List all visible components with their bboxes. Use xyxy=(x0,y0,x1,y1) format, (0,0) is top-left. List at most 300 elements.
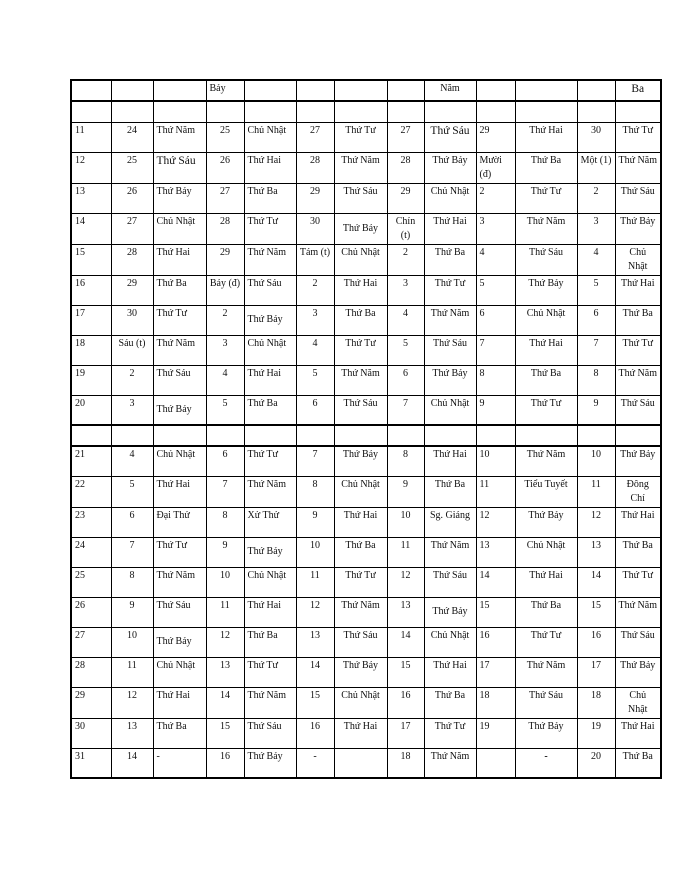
header-cell xyxy=(515,80,577,101)
calendar-cell: 9 xyxy=(111,597,153,627)
date-cell: 30 xyxy=(71,718,111,748)
header-cell: Bảy xyxy=(206,80,244,101)
calendar-cell: Thứ Hai xyxy=(244,597,296,627)
calendar-cell: Sg. Giáng xyxy=(424,507,476,537)
calendar-cell: Đông Chí xyxy=(615,476,661,507)
calendar-cell: 28 xyxy=(206,213,244,244)
calendar-cell: 28 xyxy=(296,152,334,183)
calendar-row xyxy=(71,687,661,718)
header-cell xyxy=(476,80,515,101)
header-cell xyxy=(244,80,296,101)
empty-cell xyxy=(296,101,334,122)
calendar-cell: Thứ Sáu xyxy=(424,122,476,152)
calendar-cell: Thứ Năm xyxy=(153,122,206,152)
date-cell: 28 xyxy=(71,657,111,687)
calendar-cell: Chủ Nhật xyxy=(153,657,206,687)
header-cell xyxy=(71,80,111,101)
calendar-cell: Thứ Năm xyxy=(515,446,577,476)
date-cell: 18 xyxy=(71,335,111,365)
calendar-row xyxy=(71,597,661,627)
calendar-cell: 4 xyxy=(476,244,515,275)
calendar-cell: Thứ Tư xyxy=(615,122,661,152)
calendar-cell: 10 xyxy=(296,537,334,567)
calendar-cell: 7 xyxy=(387,395,424,425)
calendar-cell: 12 xyxy=(387,567,424,597)
empty-cell xyxy=(615,101,661,122)
calendar-cell: Thứ Hai xyxy=(615,718,661,748)
calendar-cell: Thứ Sáu xyxy=(153,365,206,395)
calendar-cell: Thứ Ba xyxy=(424,476,476,507)
calendar-cell: 27 xyxy=(111,213,153,244)
calendar-cell: 4 xyxy=(206,365,244,395)
header-cell xyxy=(334,80,387,101)
calendar-cell: Thứ Năm xyxy=(424,305,476,335)
calendar-cell: Thứ Tư xyxy=(615,335,661,365)
calendar-cell: Thứ Tư xyxy=(515,627,577,657)
calendar-cell: Một (1) xyxy=(577,152,615,183)
calendar-cell: 6 xyxy=(111,507,153,537)
calendar-cell: Thứ Ba xyxy=(334,305,387,335)
calendar-cell: 8 xyxy=(476,365,515,395)
calendar-cell: 2 xyxy=(296,275,334,305)
empty-cell xyxy=(476,101,515,122)
calendar-cell: Thứ Năm xyxy=(334,365,387,395)
calendar-cell: 7 xyxy=(577,335,615,365)
calendar-row xyxy=(71,657,661,687)
calendar-cell: 11 xyxy=(206,597,244,627)
header-cell: Ba xyxy=(615,80,661,101)
calendar-cell: Thứ Năm xyxy=(515,657,577,687)
calendar-cell: 14 xyxy=(206,687,244,718)
header-cell xyxy=(111,80,153,101)
calendar-cell: Thứ Sáu xyxy=(424,335,476,365)
calendar-cell: Thứ Hai xyxy=(424,213,476,244)
calendar-body xyxy=(71,80,661,778)
calendar-cell: Thứ Hai xyxy=(153,687,206,718)
calendar-cell: 6 xyxy=(387,365,424,395)
calendar-cell: 8 xyxy=(577,365,615,395)
calendar-cell: 6 xyxy=(206,446,244,476)
calendar-cell: Thứ Tư xyxy=(334,567,387,597)
calendar-cell: Thứ Bảy xyxy=(244,305,296,335)
date-cell: 24 xyxy=(71,537,111,567)
empty-cell xyxy=(515,425,577,446)
calendar-cell: 5 xyxy=(111,476,153,507)
calendar-cell: 13 xyxy=(111,718,153,748)
calendar-cell: Thứ Bảy xyxy=(334,446,387,476)
calendar-cell: 8 xyxy=(206,507,244,537)
calendar-cell: 6 xyxy=(476,305,515,335)
calendar-cell: Thứ Tư xyxy=(515,183,577,213)
calendar-cell: 10 xyxy=(387,507,424,537)
calendar-cell: 24 xyxy=(111,122,153,152)
calendar-cell: Chủ Nhật xyxy=(615,244,661,275)
calendar-cell: 29 xyxy=(296,183,334,213)
date-cell: 16 xyxy=(71,275,111,305)
calendar-cell: 7 xyxy=(476,335,515,365)
calendar-cell: Thứ Ba xyxy=(153,718,206,748)
calendar-cell: Chủ Nhật xyxy=(615,687,661,718)
calendar-cell: Đại Thử xyxy=(153,507,206,537)
calendar-cell: 28 xyxy=(387,152,424,183)
calendar-cell: Thứ Hai xyxy=(424,446,476,476)
calendar-cell: Thứ Bảy xyxy=(424,597,476,627)
calendar-cell: 4 xyxy=(111,446,153,476)
calendar-row xyxy=(71,305,661,335)
calendar-cell: 2 xyxy=(387,244,424,275)
calendar-cell: Thứ Hai xyxy=(424,657,476,687)
calendar-cell: 27 xyxy=(206,183,244,213)
empty-cell xyxy=(476,425,515,446)
header-cell xyxy=(296,80,334,101)
calendar-cell: 25 xyxy=(206,122,244,152)
calendar-cell: Thứ Năm xyxy=(244,687,296,718)
calendar-cell: 3 xyxy=(387,275,424,305)
calendar-cell: Thứ Hai xyxy=(153,476,206,507)
header-cell xyxy=(577,80,615,101)
calendar-row xyxy=(71,213,661,244)
calendar-cell: 15 xyxy=(206,718,244,748)
empty-cell xyxy=(71,425,111,446)
calendar-cell: Thứ Ba xyxy=(515,597,577,627)
empty-cell xyxy=(577,425,615,446)
calendar-row xyxy=(71,537,661,567)
date-cell: 31 xyxy=(71,748,111,778)
calendar-cell: Thứ Ba xyxy=(244,395,296,425)
calendar-cell: - xyxy=(153,748,206,778)
calendar-cell: 6 xyxy=(296,395,334,425)
calendar-cell: Thứ Hai xyxy=(334,507,387,537)
calendar-cell: Thứ Sáu xyxy=(244,275,296,305)
calendar-cell: Thứ Tư xyxy=(244,213,296,244)
calendar-cell: 11 xyxy=(577,476,615,507)
calendar-cell: Thứ Sáu xyxy=(424,567,476,597)
calendar-row xyxy=(71,476,661,507)
calendar-cell: Thứ Bảy xyxy=(515,507,577,537)
calendar-cell: 18 xyxy=(387,748,424,778)
calendar-row xyxy=(71,365,661,395)
calendar-cell: 16 xyxy=(206,748,244,778)
calendar-cell: 15 xyxy=(296,687,334,718)
calendar-cell: Chín (t) xyxy=(387,213,424,244)
calendar-cell: Thứ Tư xyxy=(424,718,476,748)
calendar-cell: 8 xyxy=(111,567,153,597)
calendar-cell: 27 xyxy=(387,122,424,152)
empty-cell xyxy=(153,425,206,446)
calendar-cell: 16 xyxy=(387,687,424,718)
calendar-cell: 17 xyxy=(577,657,615,687)
calendar-cell: Thứ Bảy xyxy=(515,275,577,305)
calendar-cell: Thứ Sáu xyxy=(334,627,387,657)
calendar-cell: 13 xyxy=(296,627,334,657)
calendar-row xyxy=(71,152,661,183)
calendar-cell: Chủ Nhật xyxy=(334,476,387,507)
calendar-cell: 5 xyxy=(577,275,615,305)
calendar-cell: Chủ Nhật xyxy=(424,395,476,425)
calendar-cell: 10 xyxy=(476,446,515,476)
calendar-cell: Thứ Tư xyxy=(615,567,661,597)
calendar-cell: 13 xyxy=(206,657,244,687)
calendar-cell: 19 xyxy=(476,718,515,748)
calendar-cell: 18 xyxy=(476,687,515,718)
header-cell xyxy=(387,80,424,101)
empty-cell xyxy=(615,425,661,446)
calendar-cell: 7 xyxy=(296,446,334,476)
calendar-cell: 16 xyxy=(476,627,515,657)
empty-cell xyxy=(206,425,244,446)
calendar-cell: Chủ Nhật xyxy=(424,627,476,657)
calendar-cell: Thứ Hai xyxy=(334,275,387,305)
calendar-cell: Thứ Bảy xyxy=(424,365,476,395)
calendar-cell: Thứ Ba xyxy=(515,365,577,395)
calendar-cell: Thứ Hai xyxy=(515,567,577,597)
calendar-cell: 29 xyxy=(387,183,424,213)
calendar-cell: 14 xyxy=(577,567,615,597)
calendar-cell: 11 xyxy=(111,657,153,687)
calendar-cell: Mười (đ) xyxy=(476,152,515,183)
calendar-cell: 11 xyxy=(476,476,515,507)
calendar-cell: Thứ Sáu xyxy=(615,183,661,213)
calendar-cell: 26 xyxy=(111,183,153,213)
calendar-cell: Thứ Bảy xyxy=(615,446,661,476)
calendar-row xyxy=(71,395,661,425)
empty-cell xyxy=(387,101,424,122)
calendar-cell: Thứ Bảy xyxy=(515,718,577,748)
calendar-cell: Thứ Bảy xyxy=(334,657,387,687)
empty-cell xyxy=(111,101,153,122)
calendar-cell: 9 xyxy=(577,395,615,425)
calendar-cell: 14 xyxy=(387,627,424,657)
calendar-cell: 9 xyxy=(387,476,424,507)
calendar-cell: 15 xyxy=(577,597,615,627)
empty-cell xyxy=(334,101,387,122)
calendar-cell: Thứ Năm xyxy=(153,567,206,597)
calendar-cell: Thứ Năm xyxy=(244,476,296,507)
calendar-cell: Thứ Tư xyxy=(334,122,387,152)
calendar-cell: 2 xyxy=(577,183,615,213)
header-cell xyxy=(153,80,206,101)
calendar-cell: 15 xyxy=(476,597,515,627)
calendar-cell: 3 xyxy=(206,335,244,365)
calendar-cell: Sáu (t) xyxy=(111,335,153,365)
calendar-cell: 16 xyxy=(296,718,334,748)
calendar-cell: - xyxy=(515,748,577,778)
calendar-cell: Chủ Nhật xyxy=(334,244,387,275)
calendar-cell: - xyxy=(296,748,334,778)
calendar-cell: Thứ Tư xyxy=(244,446,296,476)
date-cell: 19 xyxy=(71,365,111,395)
calendar-cell: 4 xyxy=(296,335,334,365)
calendar-cell: 10 xyxy=(111,627,153,657)
calendar-row xyxy=(71,627,661,657)
calendar-cell: Thứ Tư xyxy=(153,305,206,335)
calendar-cell: Thứ Năm xyxy=(244,244,296,275)
calendar-cell: 12 xyxy=(206,627,244,657)
calendar-cell: 3 xyxy=(577,213,615,244)
spacer-row xyxy=(71,101,661,122)
calendar-cell: Thứ Ba xyxy=(244,183,296,213)
calendar-cell: 14 xyxy=(111,748,153,778)
calendar-cell: 9 xyxy=(296,507,334,537)
calendar-cell xyxy=(334,748,387,778)
date-cell: 21 xyxy=(71,446,111,476)
header-cell: Năm xyxy=(424,80,476,101)
calendar-cell: 5 xyxy=(206,395,244,425)
calendar-cell: 3 xyxy=(296,305,334,335)
calendar-cell: Thứ Hai xyxy=(244,365,296,395)
calendar-cell: 15 xyxy=(387,657,424,687)
calendar-row xyxy=(71,183,661,213)
calendar-cell: Thứ Năm xyxy=(334,152,387,183)
calendar-cell: Xử Thử xyxy=(244,507,296,537)
calendar-cell: 29 xyxy=(476,122,515,152)
calendar-row xyxy=(71,244,661,275)
calendar-cell: Thứ Sáu xyxy=(515,687,577,718)
empty-cell xyxy=(577,101,615,122)
calendar-cell: Thứ Sáu xyxy=(244,718,296,748)
empty-cell xyxy=(206,101,244,122)
date-cell: 14 xyxy=(71,213,111,244)
date-cell: 22 xyxy=(71,476,111,507)
date-cell: 23 xyxy=(71,507,111,537)
calendar-cell: Thứ Sáu xyxy=(334,395,387,425)
date-cell: 11 xyxy=(71,122,111,152)
calendar-cell: 28 xyxy=(111,244,153,275)
calendar-row xyxy=(71,507,661,537)
calendar-cell: Thứ Bảy xyxy=(153,183,206,213)
calendar-cell: Thứ Tư xyxy=(334,335,387,365)
calendar-cell: 11 xyxy=(296,567,334,597)
calendar-cell: Thứ Bảy xyxy=(334,213,387,244)
date-cell: 13 xyxy=(71,183,111,213)
calendar-cell: 20 xyxy=(577,748,615,778)
calendar-cell: Thứ Năm xyxy=(334,597,387,627)
empty-cell xyxy=(424,425,476,446)
calendar-cell: Thứ Ba xyxy=(244,627,296,657)
calendar-cell: 30 xyxy=(577,122,615,152)
empty-cell xyxy=(515,101,577,122)
calendar-row xyxy=(71,275,661,305)
calendar-cell: 29 xyxy=(206,244,244,275)
calendar-cell: Thứ Sáu xyxy=(334,183,387,213)
calendar-cell: 2 xyxy=(111,365,153,395)
calendar-table xyxy=(70,79,662,779)
calendar-cell: Thứ Tư xyxy=(515,395,577,425)
calendar-cell: 14 xyxy=(296,657,334,687)
calendar-cell: 29 xyxy=(111,275,153,305)
date-cell: 17 xyxy=(71,305,111,335)
calendar-cell: 9 xyxy=(206,537,244,567)
calendar-cell: Chủ Nhật xyxy=(244,122,296,152)
calendar-cell: 7 xyxy=(206,476,244,507)
empty-cell xyxy=(296,425,334,446)
empty-cell xyxy=(244,101,296,122)
calendar-row xyxy=(71,718,661,748)
calendar-cell: Thứ Sáu xyxy=(515,244,577,275)
empty-cell xyxy=(71,101,111,122)
calendar-cell: Thứ Năm xyxy=(615,365,661,395)
calendar-cell: Chủ Nhật xyxy=(515,537,577,567)
calendar-cell: Thứ Hai xyxy=(334,718,387,748)
calendar-cell: Thứ Sáu xyxy=(153,152,206,183)
calendar-cell: 4 xyxy=(577,244,615,275)
calendar-cell: Thứ Bảy xyxy=(153,395,206,425)
calendar-cell: 18 xyxy=(577,687,615,718)
calendar-cell: Thứ Sáu xyxy=(615,395,661,425)
calendar-cell: Thứ Năm xyxy=(615,152,661,183)
header-row xyxy=(71,80,661,101)
calendar-cell: 6 xyxy=(577,305,615,335)
calendar-cell: 5 xyxy=(476,275,515,305)
calendar-cell: 8 xyxy=(387,446,424,476)
calendar-cell: 5 xyxy=(296,365,334,395)
calendar-cell: 25 xyxy=(111,152,153,183)
calendar-cell: 7 xyxy=(111,537,153,567)
calendar-cell: 13 xyxy=(387,597,424,627)
calendar-cell: 8 xyxy=(296,476,334,507)
calendar-cell: 11 xyxy=(387,537,424,567)
date-cell: 25 xyxy=(71,567,111,597)
calendar-cell: Thứ Tư xyxy=(244,657,296,687)
calendar-cell: Thứ Hai xyxy=(244,152,296,183)
calendar-cell: Tiểu Tuyết xyxy=(515,476,577,507)
calendar-cell: 13 xyxy=(577,537,615,567)
calendar-cell: 12 xyxy=(111,687,153,718)
calendar-cell: Chủ Nhật xyxy=(515,305,577,335)
calendar-cell: 26 xyxy=(206,152,244,183)
calendar-cell: Thứ Ba xyxy=(334,537,387,567)
calendar-cell: Thứ Ba xyxy=(515,152,577,183)
calendar-cell: 3 xyxy=(476,213,515,244)
calendar-cell: 17 xyxy=(476,657,515,687)
empty-cell xyxy=(244,425,296,446)
calendar-cell: 17 xyxy=(387,718,424,748)
calendar-cell: Thứ Hai xyxy=(515,335,577,365)
calendar-cell: Thứ Năm xyxy=(424,748,476,778)
calendar-cell: 30 xyxy=(296,213,334,244)
calendar-cell: Chủ Nhật xyxy=(244,335,296,365)
calendar-cell: 9 xyxy=(476,395,515,425)
calendar-row xyxy=(71,122,661,152)
calendar-cell: Thứ Ba xyxy=(615,305,661,335)
calendar-cell: 12 xyxy=(476,507,515,537)
calendar-cell: Thứ Bảy xyxy=(615,657,661,687)
calendar-cell: Thứ Bảy xyxy=(244,748,296,778)
empty-cell xyxy=(153,101,206,122)
calendar-cell: Thứ Năm xyxy=(153,335,206,365)
empty-cell xyxy=(424,101,476,122)
calendar-cell: Thứ Sáu xyxy=(153,597,206,627)
calendar-cell xyxy=(476,748,515,778)
calendar-cell: Thứ Sáu xyxy=(615,627,661,657)
empty-cell xyxy=(387,425,424,446)
calendar-cell: Thứ Ba xyxy=(424,687,476,718)
calendar-cell: Chủ Nhật xyxy=(244,567,296,597)
calendar-cell: Thứ Bảy xyxy=(153,627,206,657)
calendar-cell: 12 xyxy=(577,507,615,537)
calendar-cell: 30 xyxy=(111,305,153,335)
calendar-cell: Thứ Bảy xyxy=(615,213,661,244)
calendar-row xyxy=(71,567,661,597)
calendar-cell: Thứ Ba xyxy=(615,748,661,778)
calendar-cell: Chủ Nhật xyxy=(334,687,387,718)
calendar-cell: Tám (t) xyxy=(296,244,334,275)
calendar-cell: 13 xyxy=(476,537,515,567)
calendar-cell: 19 xyxy=(577,718,615,748)
calendar-cell: Chủ Nhật xyxy=(153,446,206,476)
calendar-cell: Thứ Ba xyxy=(424,244,476,275)
calendar-cell: 12 xyxy=(296,597,334,627)
